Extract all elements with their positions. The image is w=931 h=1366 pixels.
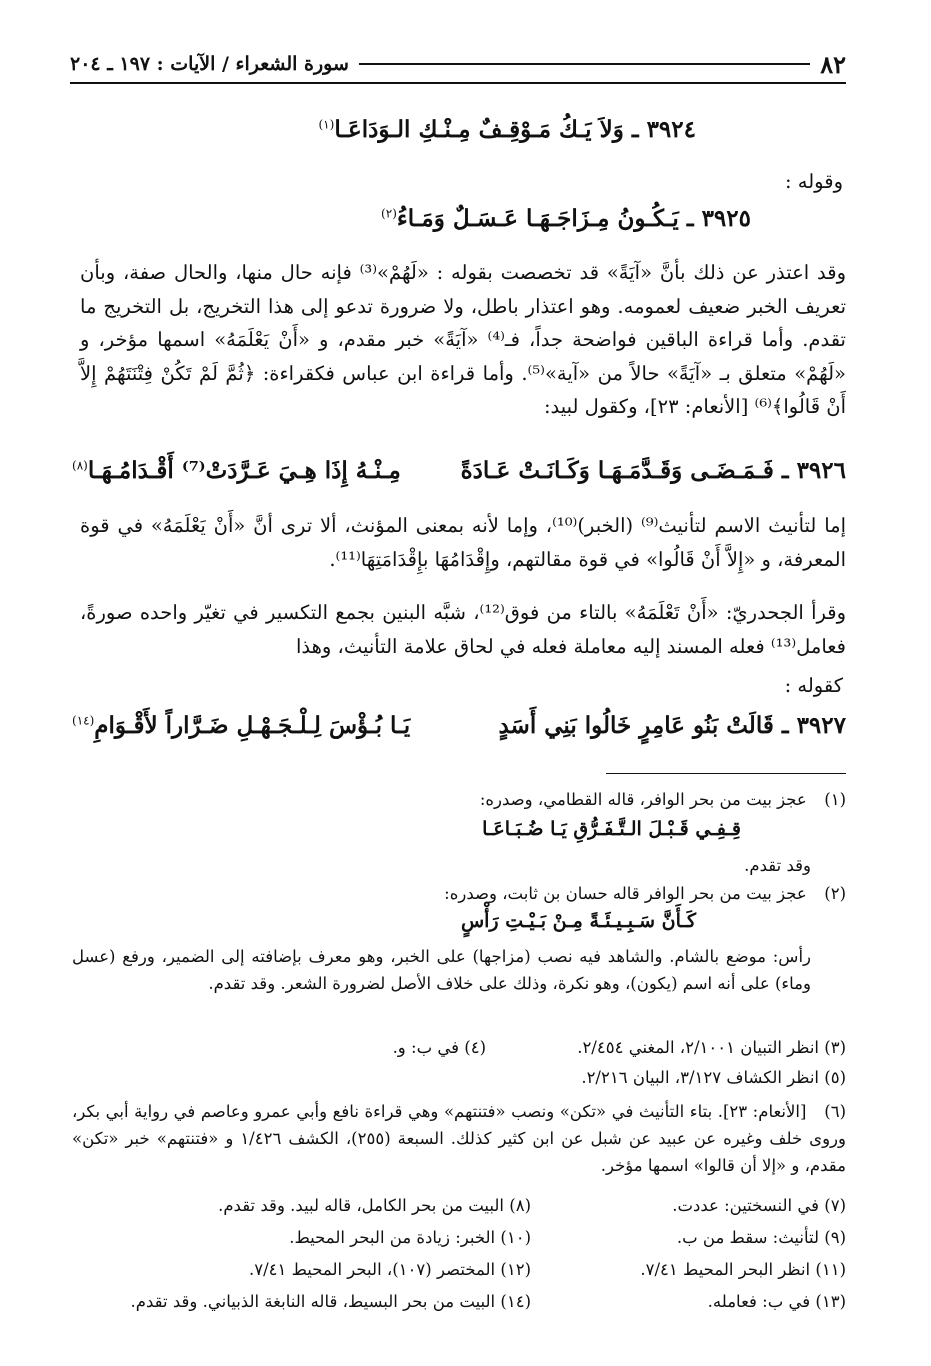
footnote-4: (٤) في ب: و.	[392, 1038, 486, 1057]
verse-3924	[318, 116, 696, 144]
verse-3926-second-hemistich	[72, 457, 401, 485]
footnote-6-number: (٦)	[824, 1102, 846, 1121]
footnote-5: (٥) انظر الكشاف ٣/١٢٧، البيان ٢/٢١٦.	[581, 1068, 846, 1087]
verse-3926-first-hemistich: ٣٩٢٦ ـ فَـمَـضَـى وَقَـدَّمَـهَـا وَكَـانَـتْ عَـادَةً	[460, 457, 846, 484]
verse-3927-b-text: يَـا بُـؤْسَ لِـلْـجَـهْـلِ ضَـرَّاراً لأَقْـوَامِ	[94, 712, 411, 739]
footnote-row-7-8	[72, 1196, 846, 1223]
footnote-3: (٣) انظر التبيان ٢/١٠٠١، المغني ٢/٤٥٤.	[577, 1038, 846, 1057]
header-title: سورة الشعراء / الآيات : ١٩٧ ـ ٢٠٤	[70, 53, 349, 75]
paragraph-2: إما لتأنيث الاسم لتأنيث⁽⁹⁾ (الخبر)⁽¹⁰⁾، وإما لأنه بمعنى المؤنث، ألا ترى أنَّ «أَنْ يَعْلَمَهُ» في قوة المعرفة، و «إِلاَّ أَنْ قَالُوا» في قوة مقالتهم، وإِقْدَامُهَا بإِقْدَامَتِهَا⁽¹¹⁾.	[80, 514, 847, 571]
footnote-1-verse: قِـفِـي قَـبْـلَ الـتَّـفَـرُّقِ يَـا ضُـبَـاعَـا	[482, 818, 741, 840]
footnote-row-9-10	[72, 1228, 846, 1255]
footnote-6-text: [الأنعام: ٢٣]. بتاء التأنيث في «تكن» ونصب «فتنتهم» وهي قراءة نافع وأبي عمرو وعاصم في رواية أبي بكر، وروى خلف وغيره عن عبيد عن شبل عن ابن كثير كذلك. السبعة (٢٥٥)، الكشف ١/٤٢٦ و «فتنتهم» خبر «تكن» مقدم، و «إلا أن قالوا» اسمها مؤخر.	[72, 1102, 846, 1175]
footnote-13: (١٣) في ب: فعامله.	[707, 1292, 846, 1311]
footnote-1-tail: وقد تقدم.	[744, 856, 811, 875]
verse-3925	[381, 205, 751, 233]
footnote-row-5	[72, 1068, 846, 1095]
header-rule	[70, 82, 846, 84]
footnote-7: (٧) في النسختين: عددت.	[672, 1196, 846, 1215]
footnote-1	[72, 786, 846, 813]
verse-3924-text: ٣٩٢٤ ـ وَلاَ يَـكُ مَـوْقِـفٌ مِـنْـكِ الـوَدَاعَـا	[334, 116, 696, 143]
label-qawluh-1: وقوله :	[785, 170, 843, 193]
footnote-9: (٩) لتأنيث: سقط من ب.	[676, 1228, 846, 1247]
footnote-10: (١٠) الخبر: زيادة من البحر المحيط.	[289, 1228, 531, 1247]
footnote-2-number: (٢)	[824, 884, 846, 903]
footnote-2-verse: كَـأَنَّ سَـبِـيـئَـةً مِـنْ بَـيْـتِ رَأْسٍ	[460, 910, 696, 932]
verse-3925-text: ٣٩٢٥ ـ يَـكُـونُ مِـزَاجَـهَـا عَـسَـلٌ وَمَـاءُ	[396, 205, 751, 232]
label-qawluh-2: كقوله :	[784, 674, 843, 697]
page-number: ٨٢	[820, 49, 846, 79]
footnote-2	[72, 880, 846, 907]
page-header	[70, 44, 846, 84]
footnote-2-tail: رأس: موضع بالشام. والشاهد فيه نصب (مزاجها) على الخبر، وهو معرف بإضافته إلى الضمير، ورفع (عسل وماء) على أنه اسم (يكون)، وهو نكرة، وذلك على خلاف الأصل لضرورة الشعر. وقد تقدم.	[72, 947, 811, 993]
footnote-1-number: (١)	[824, 790, 846, 809]
verse-3926-ref: (٨)	[72, 458, 88, 473]
footnote-row-3-4	[72, 1038, 846, 1065]
verse-3926-b-text: مِـنْـهُ إِذَا هِـيَ عَـرَّدَتْ⁽⁷⁾ أَقْـدَامُـهَـا	[87, 457, 401, 484]
footnote-row-13-14	[72, 1292, 846, 1319]
footnote-14: (١٤) البيت من بحر البسيط، قاله النابغة الذبياني. وقد تقدم.	[130, 1292, 531, 1311]
footnote-8: (٨) البيت من بحر الكامل، قاله لبيد. وقد تقدم.	[218, 1196, 531, 1215]
verse-3927-ref: (١٤)	[72, 713, 95, 728]
header-rule-dash	[359, 63, 810, 65]
paragraph-3: وقرأ الجحدريّ: «أَنْ تَعْلَمَهُ» بالتاء من فوق⁽¹²⁾، شبَّه البنين بجمع التكسير في تغيّر واحده صورةً، فعامل⁽¹³⁾ فعله المسند إليه معاملة فعله في لحاق علامة التأنيث، وهذا	[80, 601, 847, 658]
verse-3927-first-hemistich: ٣٩٢٧ ـ قَالَتْ بَنُو عَامِرٍ خَالُوا بَنِي أَسَدٍ	[498, 712, 846, 739]
footnote-6	[72, 1098, 846, 1179]
footnote-11: (١١) انظر البحر المحيط ٧/٤١.	[640, 1260, 846, 1279]
footnote-2-text: عجز بيت من بحر الوافر قاله حسان بن ثابت، وصدره:	[444, 884, 807, 903]
verse-3927-second-hemistich	[72, 712, 410, 740]
verse-3924-ref: (١)	[318, 117, 335, 132]
footnote-12: (١٢) المختصر (١٠٧)، البحر المحيط ٧/٤١.	[248, 1260, 531, 1279]
paragraph-1: وقد اعتذر عن ذلك بأنَّ «آيَةً» قد تخصصت بقوله : «لَهُمْ»⁽³⁾ فإنه حال منها، والحال صفة، وبأن تعريف الخبر ضعيف لعمومه. وهو اعتذار باطل، ولا ضرورة تدعو إلى هذا التخريج، بل التخريج ما تقدم. وأما قراءة الباقين فواضحة جداً، فـ⁽⁴⁾ «آيَةً» خبر مقدم، و «أَنْ يَعْلَمَهُ» اسمها مؤخر، و «لَهُمْ» متعلق بـ «آيَةً» حالاً من «آية»⁽⁵⁾. وأما قراءة ابن عباس فكقراءة: ﴿ثُمَّ لَمْ تَكُنْ فِتْنَتَهُمْ إِلاَّ أَنْ قَالُوا﴾⁽⁶⁾ [الأنعام: ٢٣]، وكقول لبيد:	[80, 261, 846, 418]
footnote-row-11-12	[72, 1260, 846, 1287]
footnote-1-text: عجز بيت من بحر الوافر، قاله القطامي، وصدره:	[479, 790, 807, 809]
verse-3925-ref: (٢)	[381, 206, 397, 221]
footnote-separator	[606, 773, 846, 774]
